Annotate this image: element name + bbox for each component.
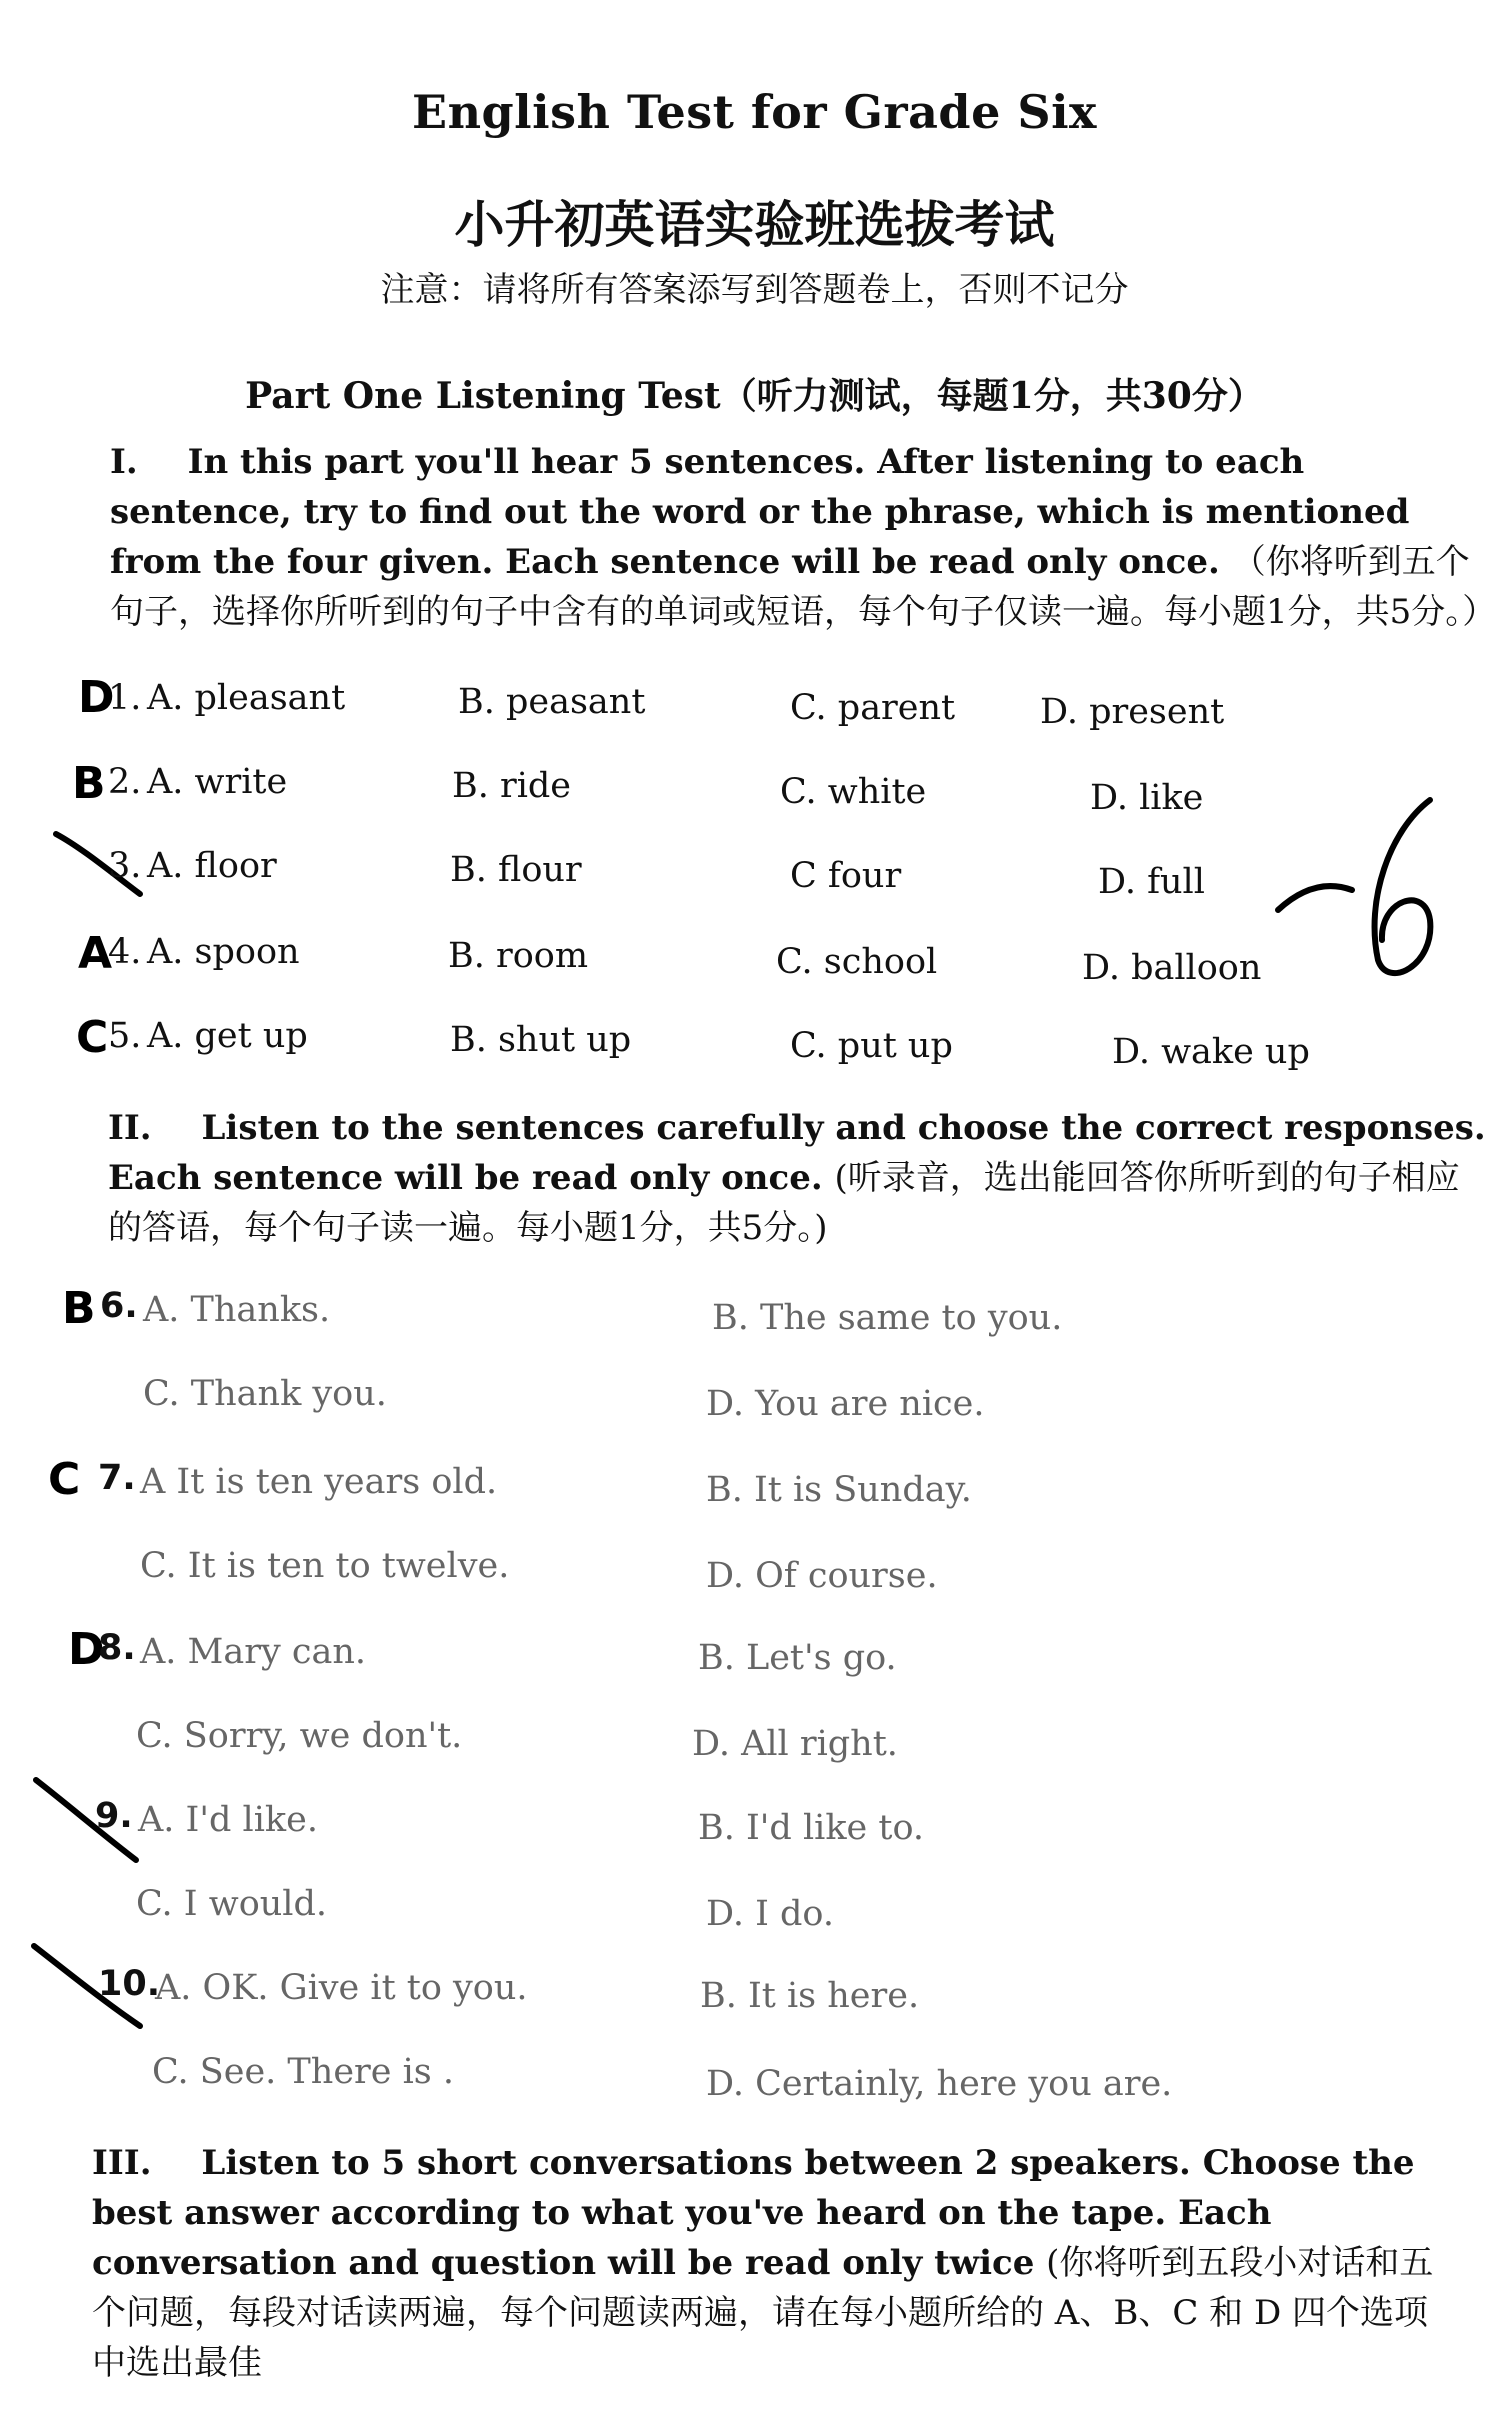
- option-a: A. get up: [147, 1016, 308, 1056]
- option-b: B. peasant: [458, 682, 646, 722]
- option-d: D. I do.: [706, 1894, 835, 1934]
- answer-mark: A: [78, 928, 113, 979]
- section2-roman: II.: [108, 1108, 152, 1148]
- question-number: 5.: [108, 1016, 142, 1056]
- option-c: C. school: [776, 942, 938, 982]
- option-c: C four: [790, 856, 902, 896]
- option-a: A. spoon: [147, 932, 300, 972]
- section1-instruction-en: In this part you'll hear 5 sentences. After listening to each sentence, try to find out the word or the phrase, which is mentioned from the four given. Each sentence will be read only once.: [110, 442, 1410, 582]
- page-title: English Test for Grade Six: [412, 85, 1097, 139]
- answer-mark: B: [72, 758, 106, 809]
- option-d: D. Certainly, here you are.: [706, 2064, 1173, 2104]
- option-a: A. I'd like.: [138, 1800, 318, 1840]
- option-d: D. All right.: [692, 1724, 898, 1764]
- option-b: B. flour: [450, 850, 582, 890]
- question-number: 3.: [108, 846, 142, 886]
- section3-instruction-en: Listen to 5 short conversations between 2 speakers. Choose the best answer according to what you've heard on the tape. Each conversation and question will be read only twice: [92, 2143, 1415, 2283]
- option-a: A. pleasant: [147, 678, 346, 718]
- section1-instruction-cn: （你将听到五个句子，选择你所听到的句子中含有的单词或短语，每个句子仅读一遍。每小题1分，共5分。）: [110, 542, 1497, 632]
- option-b: B. Let's go.: [698, 1638, 897, 1678]
- option-b: B. The same to you.: [712, 1298, 1063, 1338]
- option-d: D. wake up: [1112, 1032, 1310, 1072]
- handwritten-score-icon: [1270, 790, 1450, 990]
- section3-roman: III.: [92, 2143, 152, 2183]
- option-c: C. Thank you.: [143, 1374, 387, 1414]
- section3-instruction-cn: (你将听到五段小对话和五个问题，每段对话读两遍，每个问题读两遍，请在每小题所给的 A、B、C 和 D 四个选项中选出最佳: [92, 2243, 1434, 2383]
- option-b: B. I'd like to.: [698, 1808, 925, 1848]
- option-b: B. It is here.: [700, 1976, 920, 2016]
- score-mark: [1270, 790, 1450, 990]
- option-b: B. It is Sunday.: [706, 1470, 972, 1510]
- option-d: D. Of course.: [706, 1556, 938, 1596]
- option-a: A. write: [147, 762, 288, 802]
- answer-mark: C: [48, 1454, 81, 1505]
- option-c: C. See. There is .: [152, 2052, 455, 2092]
- section3-instruction: [92, 2138, 1462, 2388]
- option-a: A. Thanks.: [143, 1290, 331, 1330]
- answer-mark: B: [62, 1283, 96, 1334]
- question-number: 8.: [98, 1628, 136, 1668]
- option-c: C. parent: [790, 688, 956, 728]
- part-one-heading: Part One Listening Test（听力测试，每题1分，共30分）: [245, 375, 1264, 417]
- option-d: D. present: [1040, 692, 1225, 732]
- answer-mark: D: [68, 1624, 105, 1675]
- option-d: D. balloon: [1082, 948, 1262, 988]
- option-c: C. put up: [790, 1026, 953, 1066]
- question-number: 7.: [98, 1458, 136, 1498]
- option-a: A It is ten years old.: [140, 1462, 498, 1502]
- option-a: A. floor: [147, 846, 277, 886]
- section2-instruction-en: Listen to the sentences carefully and choose the correct responses. Each sentence will be read only once.: [108, 1108, 1486, 1198]
- option-c: C. Sorry, we don't.: [136, 1716, 463, 1756]
- option-a: A. Mary can.: [140, 1632, 366, 1672]
- instructions-note: 注意：请将所有答案添写到答题卷上，否则不记分: [380, 270, 1129, 310]
- option-b: B. shut up: [450, 1020, 632, 1060]
- question-number: 9.: [95, 1796, 133, 1836]
- option-b: B. ride: [452, 766, 572, 806]
- section2-instruction: [108, 1103, 1493, 1253]
- question-number: 6.: [100, 1286, 138, 1326]
- answer-mark: C: [76, 1012, 109, 1063]
- question-number: 2.: [108, 762, 142, 802]
- option-c: C. I would.: [136, 1884, 328, 1924]
- option-d: D. You are nice.: [706, 1384, 985, 1424]
- option-c: C. white: [780, 772, 927, 812]
- section1-instruction: [110, 437, 1495, 637]
- section2-instruction-cn: (听录音，选出能回答你所听到的句子相应的答语，每个句子读一遍。每小题1分，共5分。): [108, 1158, 1460, 1248]
- answer-mark: D: [78, 672, 115, 723]
- question-number: 1.: [108, 678, 142, 718]
- option-d: D. like: [1090, 778, 1204, 818]
- option-d: D. full: [1098, 862, 1205, 902]
- option-b: B. room: [448, 936, 589, 976]
- question-number: 10.: [98, 1964, 161, 2004]
- option-c: C. It is ten to twelve.: [140, 1546, 510, 1586]
- section1-roman: I.: [110, 442, 138, 482]
- option-a: A. OK. Give it to you.: [155, 1968, 528, 2008]
- page-subtitle: 小升初英语实验班选拔考试: [454, 195, 1055, 254]
- question-number: 4.: [108, 932, 142, 972]
